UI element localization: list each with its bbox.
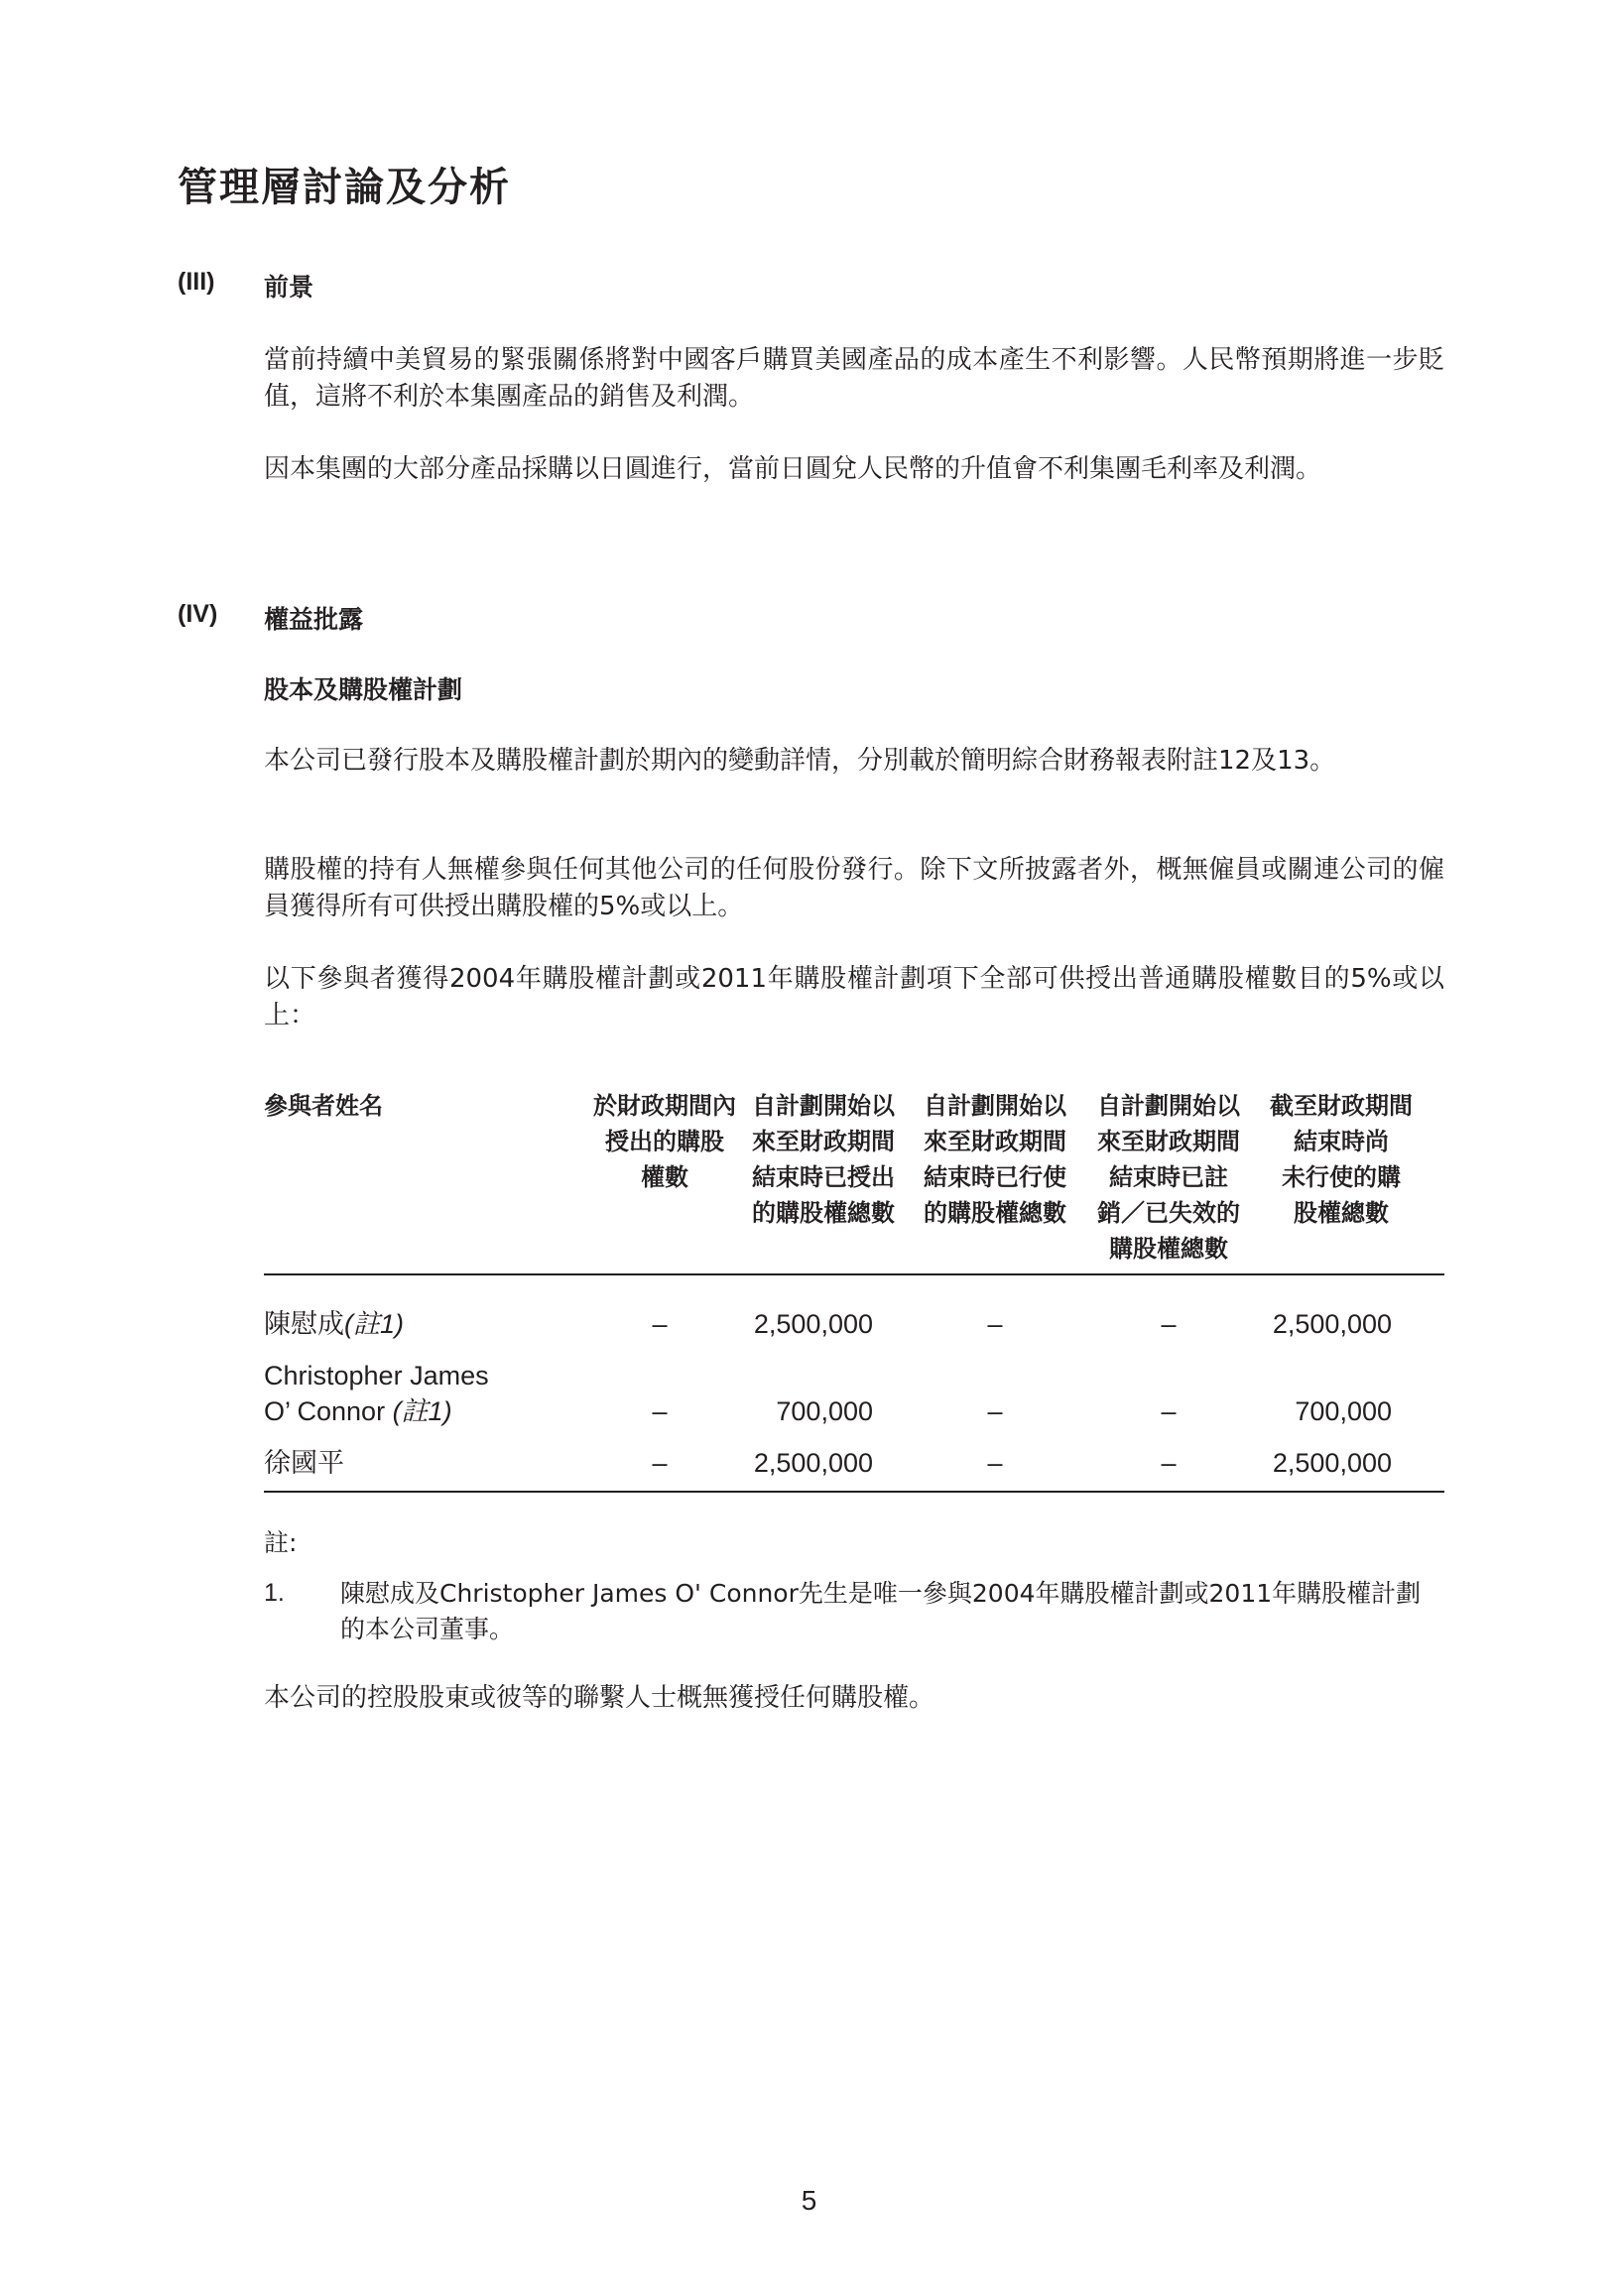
- participant-name: [264, 1358, 489, 1429]
- outstanding: 2,500,000: [1272, 1448, 1392, 1478]
- header-line: 結束時已授出: [752, 1163, 895, 1191]
- section-3-paragraph-2: 因本集團的大部分產品採購以日圓進行，當前日圓兌人民幣的升值會不利集團毛利率及利潤。: [264, 454, 1322, 484]
- header-line: 結束時尚: [1294, 1128, 1389, 1155]
- header-line: 自計劃開始以: [752, 1092, 895, 1120]
- header-granted-during-period: [590, 1088, 739, 1195]
- header-participant-name: [264, 1088, 383, 1124]
- section-4-heading: 權益批露: [264, 605, 364, 634]
- total-granted: 2,500,000: [753, 1309, 873, 1339]
- total-exercised: –: [987, 1448, 1003, 1478]
- participant-name: [264, 1306, 404, 1342]
- section-3-paragraph-1: 當前持續中美貿易的緊張關係將對中國客戶購買美國產品的成本產生不利影響。人民幣預期將進一步貶值，這將不利於本集團產品的銷售及利潤。: [264, 345, 1444, 412]
- name-text-line-2: O’ Connor: [264, 1396, 393, 1426]
- section-4-paragraph-2: 購股權的持有人無權參與任何其他公司的任何股份發行。除下文所披露者外，概無僱員或關連公司的僱員獲得所有可供授出購股權的5%或以上。: [264, 855, 1444, 921]
- header-line: 結束時已行使: [924, 1163, 1066, 1191]
- header-total-exercised: [921, 1088, 1069, 1231]
- participant-name: [264, 1445, 344, 1481]
- section-4-paragraph-1: 本公司已發行股本及購股權計劃於期內的變動詳情，分別載於簡明綜合財務報表附註12及13。: [264, 746, 1336, 776]
- header-line: 來至財政期間: [752, 1128, 895, 1155]
- total-cancelled: –: [1161, 1448, 1177, 1478]
- page-title: 管理層討論及分析: [178, 165, 511, 210]
- header-line: 於財政期間內: [593, 1092, 736, 1120]
- header-line: 來至財政期間: [1097, 1128, 1240, 1155]
- header-total-granted: [749, 1088, 898, 1231]
- total-exercised: –: [987, 1309, 1003, 1339]
- outstanding: 2,500,000: [1272, 1309, 1392, 1339]
- header-line: 參與者姓名: [264, 1092, 383, 1120]
- section-3-heading: 前景: [264, 273, 314, 302]
- total-exercised: –: [987, 1396, 1003, 1426]
- header-line: 結束時已註: [1109, 1163, 1228, 1191]
- name-text: 徐國平: [264, 1448, 344, 1478]
- header-line: 權數: [641, 1163, 688, 1191]
- page-number: 5: [801, 2185, 817, 2216]
- header-outstanding: [1267, 1088, 1416, 1231]
- header-line: 的購股權總數: [752, 1199, 895, 1227]
- outstanding: 700,000: [1295, 1396, 1392, 1426]
- note-text: 陳慰成及Christopher James O' Connor先生是唯一參與2004年購股權計劃或2011年購股權計劃的本公司董事。: [340, 1579, 1422, 1643]
- header-line: 自計劃開始以: [924, 1092, 1066, 1120]
- table-header-rule: [264, 1273, 1444, 1275]
- section-4-number: (IV): [178, 600, 218, 628]
- total-granted: 2,500,000: [753, 1448, 873, 1478]
- header-line: 股權總數: [1294, 1199, 1389, 1227]
- table-bottom-rule: [264, 1491, 1444, 1493]
- section-3-number: (III): [178, 268, 215, 296]
- total-cancelled: –: [1161, 1309, 1177, 1339]
- header-line: 未行使的購: [1282, 1163, 1401, 1191]
- granted-during-period: –: [652, 1396, 668, 1426]
- header-line: 自計劃開始以: [1097, 1092, 1240, 1120]
- header-line: 截至財政期間: [1270, 1092, 1413, 1120]
- header-line: 的購股權總數: [924, 1199, 1066, 1227]
- section-4-paragraph-3: 以下參與者獲得2004年購股權計劃或2011年購股權計劃項下全部可供授出普通購股權數目的5%或以上：: [264, 964, 1444, 1030]
- total-cancelled: –: [1161, 1396, 1177, 1426]
- section-4-subheading: 股本及購股權計劃: [264, 675, 463, 704]
- name-text: Christopher James: [264, 1361, 489, 1390]
- note-reference: (註1): [392, 1396, 452, 1426]
- note-reference: (註1): [344, 1309, 404, 1339]
- header-total-cancelled-lapsed: [1094, 1088, 1243, 1267]
- total-granted: 700,000: [776, 1396, 873, 1426]
- granted-during-period: –: [652, 1309, 668, 1339]
- header-line: 銷／已失效的: [1097, 1199, 1240, 1227]
- note-number: 1.: [264, 1579, 285, 1607]
- header-line: 購股權總數: [1109, 1235, 1228, 1263]
- granted-during-period: –: [652, 1448, 668, 1478]
- closing-paragraph: 本公司的控股股東或彼等的聯繫人士概無獲授任何購股權。: [264, 1683, 935, 1713]
- notes-label: 註:: [264, 1528, 298, 1557]
- name-text: 陳慰成: [264, 1309, 344, 1339]
- header-line: 來至財政期間: [924, 1128, 1066, 1155]
- header-line: 授出的購股: [605, 1128, 724, 1155]
